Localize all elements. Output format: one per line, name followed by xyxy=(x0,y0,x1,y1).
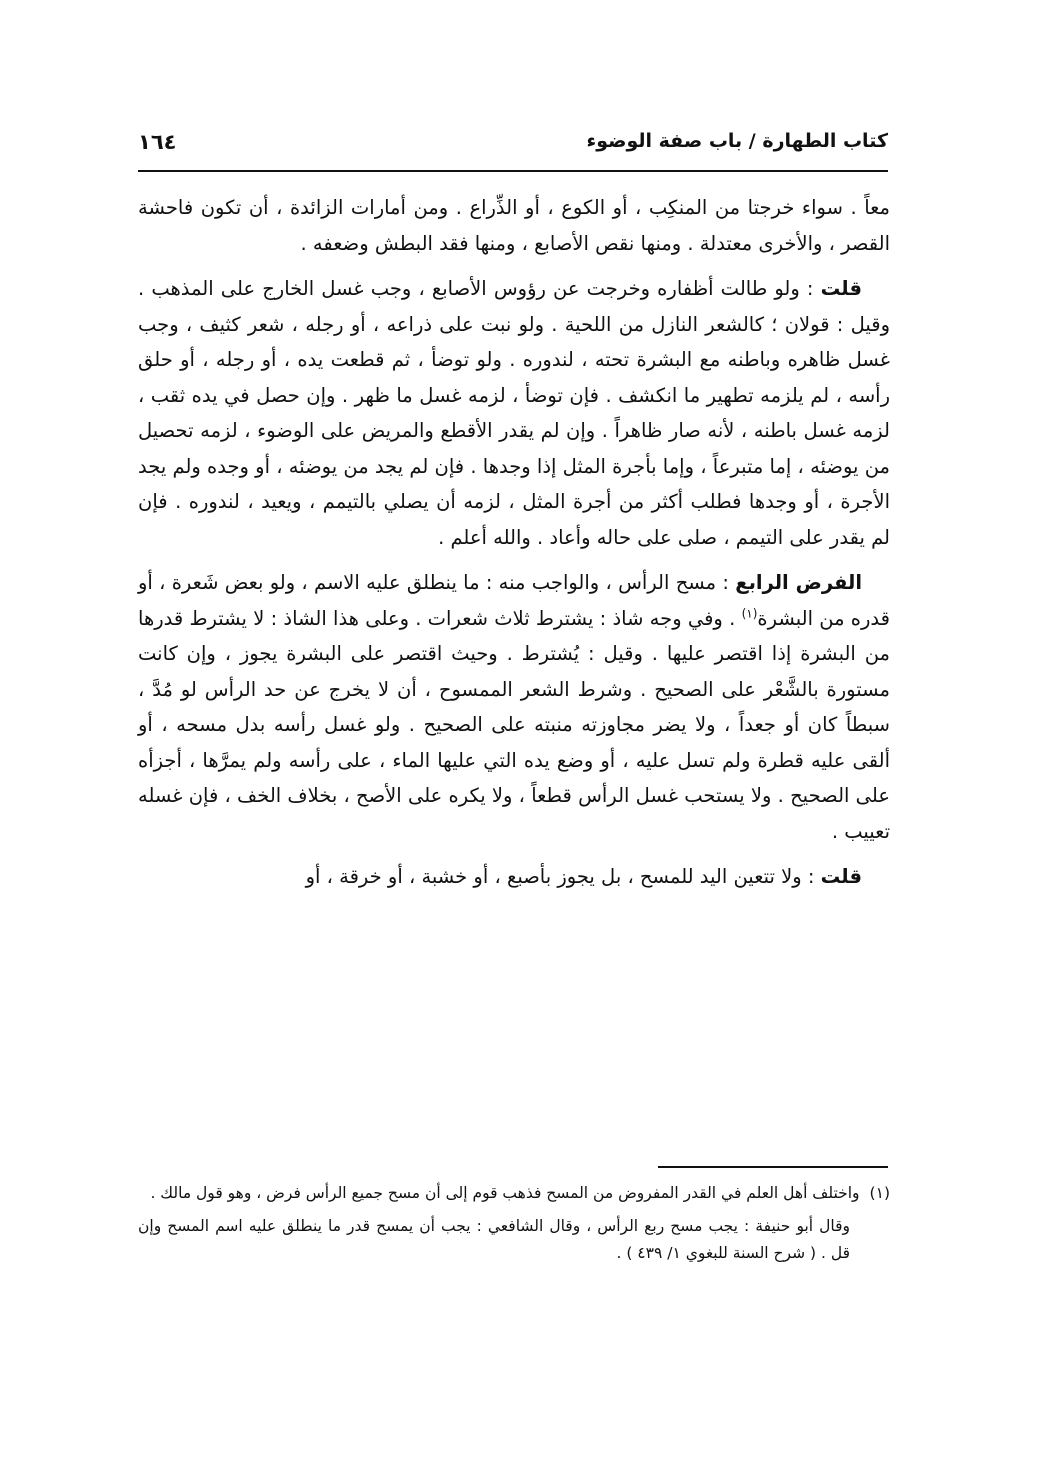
footnote-line-2: وقال أبو حنيفة : يجب مسح ربع الرأس ، وقال الشافعي : يجب أن يمسح قدر ما ينطلق عليه اسم المسح وإن قل . ( شرح السنة للبغوي ١/ ٤٣٩ ) . xyxy=(138,1217,850,1262)
paragraph-3 xyxy=(138,565,890,849)
paragraph-4-text: : ولا تتعين اليد للمسح ، بل يجوز بأصبع ، أو خشبة ، أو خرقة ، أو xyxy=(305,865,821,888)
paragraph-3-lead: الفرض الرابع xyxy=(735,571,863,594)
paragraph-2 xyxy=(138,271,890,555)
paragraph-1 xyxy=(138,190,890,261)
footnotes xyxy=(138,1180,890,1267)
footnote-number: (١) xyxy=(869,1184,890,1202)
paragraph-4 xyxy=(138,859,890,895)
running-header xyxy=(138,128,888,164)
paragraph-3-text-a: : مسح الرأس ، والواجب منه : ما ينطلق عليه الاسم ، ولو بعض شَعرة ، أو قدره من البشرة xyxy=(138,571,890,630)
paragraph-3-text-b: . وفي وجه شاذ : يشترط ثلاث شعرات . وعلى هذا الشاذ : لا يشترط قدرها من البشرة إذا اقتصر عليها . وقيل : يُشترط . وحيث اقتصر على البشرة يجوز ، وإن كانت مستورة بالشَّعْر على الصحيح . وشرط الشعر الممسوح ، أن لا يخرج عن حد الرأس لو مُدَّ ، سبطاً كان أو جعداً ، ولا يضر مجاوزته منبته على الصحيح . ولو غسل رأسه بدل مسحه ، أو ألقى عليه قطرة ولم تسل عليه ، أو وضع يده التي عليها الماء ، على رأسه ولم يمرَّها ، أجزأه على الصحيح . ولا يستحب غسل الرأس قطعاً ، ولا يكره على الأصح ، بخلاف الخف ، فإن غسله تعييب . xyxy=(138,606,890,843)
footnote-reference: (١) xyxy=(741,606,758,620)
paragraph-4-lead: قلت xyxy=(820,865,862,888)
header-divider xyxy=(138,170,888,172)
paragraph-2-text: : ولو طالت أظفاره وخرجت عن رؤوس الأصابع ، وجب غسل الخارج على المذهب . وقيل : قولان ؛ كالشعر النازل من اللحية . ولو نبت على ذراعه ، أو رجله ، شعر كثيف ، وجب غسل ظاهره وباطنه مع البشرة تحته ، لندوره . ولو توضأ ، ثم قطعت يده ، أو رجله ، أو حلق رأسه ، لم يلزمه تطهير ما انكشف . فإن توضأ ، لزمه غسل ما ظهر . وإن حصل في يده ثقب ، لزمه غسل باطنه ، لأنه صار ظاهراً . وإن لم يقدر الأقطع والمريض على الوضوء ، لزمه تحصيل من يوضئه ، إما متبرعاً ، وإما بأجرة المثل إذا وجدها . فإن لم يجد من يوضئه ، أو وجده ولم يجد الأجرة ، أو وجدها فطلب أكثر من أجرة المثل ، لزمه أن يصلي بالتيمم ، ويعيد ، لندوره . فإن لم يقدر على التيمم ، صلى على حاله وأعاد . والله أعلم . xyxy=(138,277,890,549)
paragraph-1-text: معاً . سواء خرجتا من المنكِب ، أو الكوع ، أو الذِّراع . ومن أمارات الزائدة ، أن تكون فاحشة القصر ، والأخرى معتدلة . ومنها نقص الأصابع ، ومنها فقد البطش وضعفه . xyxy=(138,196,890,255)
footnote-1-continued xyxy=(138,1213,890,1267)
footnote-divider xyxy=(658,1166,888,1168)
main-text xyxy=(138,190,890,905)
footnote-line-1: واختلف أهل العلم في القدر المفروض من المسح فذهب قوم إلى أن مسح جميع الرأس فرض ، وهو قول مالك . xyxy=(150,1184,860,1202)
paragraph-2-lead: قلت xyxy=(820,277,862,300)
page-number: ١٦٤ xyxy=(138,130,177,154)
footnote-1 xyxy=(138,1180,890,1207)
chapter-title: كتاب الطهارة / باب صفة الوضوء xyxy=(586,130,888,152)
